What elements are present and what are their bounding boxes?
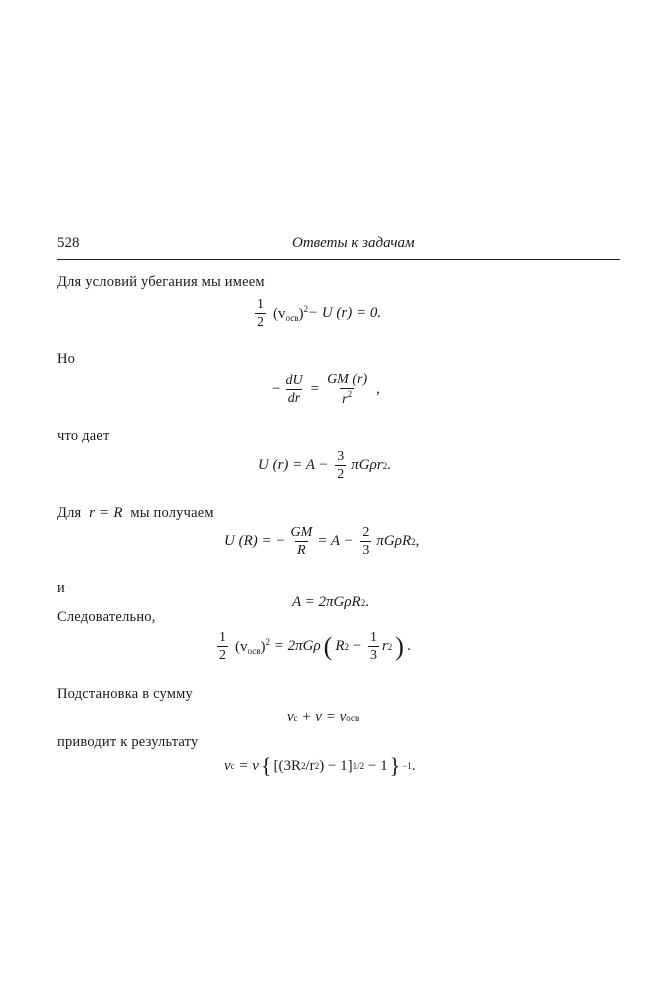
equation-1: $\frac{1}{2}$ $(v_{осв})^2$ − U (r) = 0. [257,297,382,331]
inline-math-r-equals-R: r = R [89,505,123,521]
equation-8: v c = v { [(3R 2 /r 2 ) − 1] 1/2 − 1 } −1 . [224,753,416,778]
fraction-one-half-2: $\frac{1}{2}$ [219,630,226,664]
text-line-3: что дает [57,428,110,444]
text-line-4: Для r = R мы получаем [57,505,214,521]
equation-2: − $\frac{dU}{dr}$ = $\frac{GM (r)}{r^2}$ , [272,372,380,408]
text-line-2: Но [57,351,76,367]
header-rule [57,259,620,260]
fraction-one-half: $\frac{1}{2}$ [257,297,264,331]
running-title: Ответы к задачам [292,235,415,251]
text-line-7: Подстановка в сумму [57,686,193,702]
equation-3: U (r) = A − $\frac{3}{2}$ πGρr 2 . [258,449,391,483]
fraction-GM-r2: $\frac{GM (r)}{r^2}$ [327,372,368,408]
text-line-8: приводит к результату [57,734,199,750]
fraction-dU-dr: $\frac{dU}{dr}$ [285,373,303,407]
page-number: 528 [57,235,80,251]
text-line-1: Для условий убегания мы имеем [57,274,265,290]
text-line-5: и [57,580,65,596]
fraction-two-thirds: $\frac{2}{3}$ [362,525,370,559]
equation-6: $\frac{1}{2}$ $(v_{осв})^2$ = 2πGρ ( R 2 − $\frac{1}{3}$ r 2 ) . [219,630,411,664]
fraction-one-third: $\frac{1}{3}$ [369,630,377,664]
fraction-GM-R: $\frac{GM}{R}$ [290,525,313,559]
equation-5: A = 2πGρR 2 . [292,594,369,610]
fraction-three-halves: $\frac{3}{2}$ [337,449,345,483]
text-line-6: Следовательно, [57,609,156,625]
equation-7: v c + v = v осв [287,709,360,725]
equation-4: U (R) = − $\frac{GM}{R}$ = A − $\frac{2}{3}$ πGρR 2 , [224,525,420,559]
